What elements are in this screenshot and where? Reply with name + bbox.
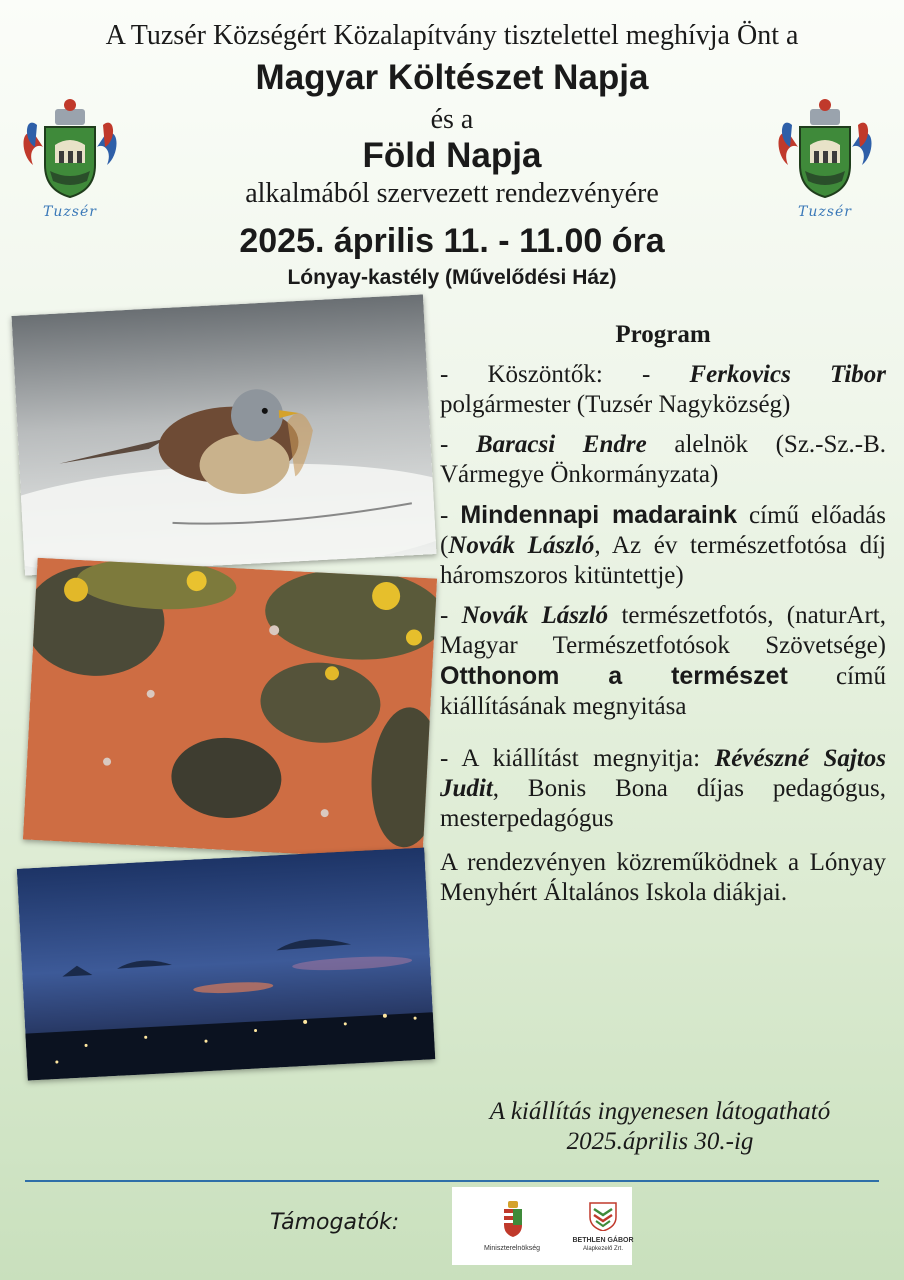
event-date: 2025. április 11. - 11.00 óra: [239, 222, 665, 260]
lecture-title: Mindennapi madaraink: [460, 501, 738, 529]
bethlen-gabor-logo-icon: [588, 1199, 618, 1231]
program-closing: A rendezvényen közreműködnek a Lónyay Menyhért Általános Iskola diákjai.: [440, 849, 886, 906]
program-item-opener: - A kiállítást megnyitja: Révészné Sajtos Judit, Bonis Bona díjas pedagógus, mesterpedagógus: [440, 745, 887, 832]
crest-signature: Tuzsér: [43, 204, 97, 220]
sponsor-bethlen-name: BETHLEN GÁBOR: [572, 1237, 634, 1244]
sponsor-bethlen-sub: Alapkezelő Zrt.: [582, 1246, 624, 1252]
event-venue: Lónyay-kastély (Művelődési Ház): [287, 266, 617, 289]
program-item-lecture: - Mindennapi madaraink című előadás (Novák László, Az év természetfotósa díj háromszoros kitüntettje): [440, 501, 887, 589]
coat-of-arms-icon: [770, 95, 880, 205]
occasion-line: alkalmából szervezett rendezvényére: [245, 178, 659, 209]
exhibition-title: Otthonom a természet: [440, 662, 788, 690]
speaker-name: Baracsi Endre: [475, 431, 647, 458]
crest-signature: Tuzsér: [798, 204, 852, 220]
program-heading: Program: [615, 321, 711, 348]
free-entry-line1: A kiállítás ingyenesen látogatható: [489, 1098, 831, 1125]
event-title-earth-day: Föld Napja: [362, 136, 542, 175]
conjunction-line: és a: [430, 104, 474, 135]
speaker-name: Révészné Sajtos Judit: [440, 745, 887, 802]
coat-of-arms-right: [770, 95, 880, 220]
program-section: [440, 320, 886, 918]
invite-line: A Tuzsér Községért Közalapítvány tisztelettel meghívja Önt a: [105, 20, 799, 51]
event-title-poetry-day: Magyar Költészet Napja: [255, 58, 649, 97]
photo-fieldfare-bird: [11, 294, 436, 575]
program-item-exhibition: - Novák László természetfotós, (naturArt, Magyar Természetfotósok Szövetsége) Otthonom a természet című kiállításának megnyitása: [440, 602, 887, 720]
speaker-name: Novák László: [461, 602, 609, 629]
speaker-name: Ferkovics Tibor: [689, 361, 886, 388]
photo-night-valley: [17, 847, 436, 1080]
coat-of-arms-left: [15, 95, 125, 220]
sponsors-label: Támogatók:: [270, 1210, 400, 1235]
sponsor-logos: [452, 1187, 632, 1265]
speaker-name: Novák László: [448, 532, 595, 559]
program-item-welcome: - Köszöntők: - Ferkovics Tibor polgármester (Tuzsér Nagyközség): [440, 361, 886, 418]
free-entry-note: [440, 1097, 880, 1157]
photo-red-sand-landscape: [23, 558, 437, 861]
sponsor-ministry: Miniszterelnökség: [483, 1245, 541, 1252]
program-item-vice-president: - Baracsi Endre alelnök (Sz.-Sz.-B. Vármegye Önkormányzata): [440, 431, 886, 488]
hungarian-coat-of-arms-icon: [502, 1201, 524, 1237]
free-entry-line2: 2025.április 30.-ig: [566, 1128, 754, 1155]
coat-of-arms-icon: [15, 95, 125, 205]
divider: [25, 1180, 879, 1182]
